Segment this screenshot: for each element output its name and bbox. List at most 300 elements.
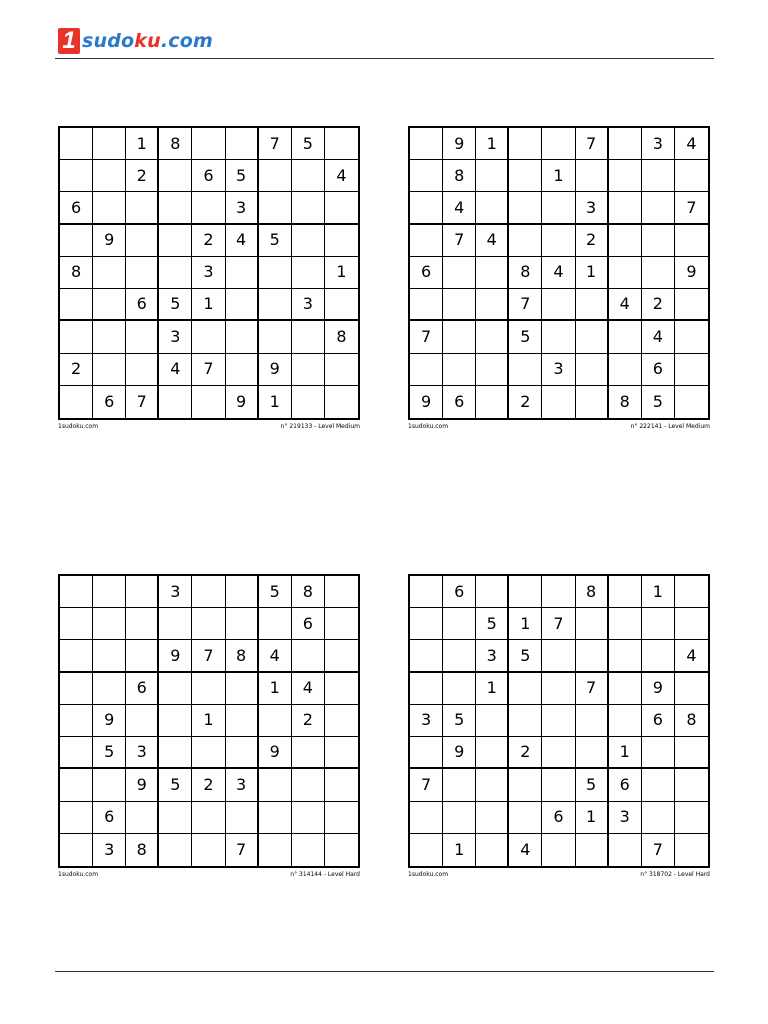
sudoku-cell — [259, 705, 292, 737]
sudoku-cell: 1 — [476, 128, 509, 160]
sudoku-cell — [542, 769, 575, 801]
sudoku-cell — [259, 608, 292, 640]
sudoku-cell — [226, 289, 259, 321]
sudoku-cell: 8 — [609, 386, 642, 418]
sudoku-cell: 9 — [675, 257, 708, 289]
sudoku-cell — [325, 354, 358, 386]
sudoku-cell: 3 — [93, 834, 126, 866]
sudoku-cell — [226, 673, 259, 705]
sudoku-cell: 1 — [609, 737, 642, 769]
sudoku-cell: 5 — [443, 705, 476, 737]
sudoku-cell — [443, 354, 476, 386]
sudoku-cell: 7 — [509, 289, 542, 321]
sudoku-cell: 7 — [226, 834, 259, 866]
sudoku-cell — [443, 673, 476, 705]
sudoku-cell — [126, 640, 159, 672]
logo-text — [82, 30, 213, 52]
sudoku-cell — [509, 673, 542, 705]
sudoku-cell: 7 — [642, 834, 675, 866]
sudoku-cell — [609, 834, 642, 866]
sudoku-cell — [410, 576, 443, 608]
sudoku-puzzle-4 — [408, 574, 708, 878]
sudoku-cell: 9 — [93, 705, 126, 737]
sudoku-cell: 6 — [642, 705, 675, 737]
sudoku-cell — [192, 192, 225, 224]
sudoku-cell: 3 — [192, 257, 225, 289]
sudoku-cell: 5 — [93, 737, 126, 769]
sudoku-cell — [576, 608, 609, 640]
sudoku-cell — [542, 225, 575, 257]
sudoku-cell: 5 — [509, 321, 542, 353]
sudoku-cell — [325, 802, 358, 834]
sudoku-cell: 6 — [443, 386, 476, 418]
sudoku-puzzle-3 — [58, 574, 358, 878]
sudoku-cell — [292, 834, 325, 866]
sudoku-cell — [159, 192, 192, 224]
sudoku-cell: 8 — [509, 257, 542, 289]
sudoku-cell — [159, 737, 192, 769]
sudoku-cell — [126, 225, 159, 257]
sudoku-cell: 1 — [476, 673, 509, 705]
logo-text-highlight: ku — [134, 30, 161, 52]
sudoku-cell — [226, 321, 259, 353]
sudoku-cell — [476, 192, 509, 224]
sudoku-cell: 7 — [675, 192, 708, 224]
sudoku-cell: 3 — [642, 128, 675, 160]
sudoku-cell — [192, 608, 225, 640]
sudoku-cell — [325, 225, 358, 257]
sudoku-cell: 4 — [476, 225, 509, 257]
sudoku-cell — [159, 257, 192, 289]
sudoku-cell: 7 — [192, 354, 225, 386]
sudoku-cell — [325, 128, 358, 160]
sudoku-cell — [325, 608, 358, 640]
sudoku-cell — [60, 769, 93, 801]
sudoku-cell — [509, 802, 542, 834]
sudoku-cell: 6 — [609, 769, 642, 801]
sudoku-cell — [126, 321, 159, 353]
sudoku-cell — [60, 128, 93, 160]
sudoku-cell: 1 — [576, 802, 609, 834]
puzzle-label: n° 314144 - Level Hard — [290, 871, 360, 878]
sudoku-cell — [292, 802, 325, 834]
sudoku-cell — [93, 576, 126, 608]
sudoku-cell — [159, 705, 192, 737]
sudoku-cell: 3 — [576, 192, 609, 224]
sudoku-cell: 3 — [476, 640, 509, 672]
sudoku-cell — [410, 354, 443, 386]
sudoku-cell — [509, 225, 542, 257]
sudoku-cell: 4 — [509, 834, 542, 866]
sudoku-cell — [542, 321, 575, 353]
sudoku-cell — [93, 289, 126, 321]
sudoku-cell — [192, 802, 225, 834]
sudoku-cell: 9 — [642, 673, 675, 705]
footer-divider — [55, 971, 714, 972]
sudoku-cell — [410, 640, 443, 672]
sudoku-cell — [576, 289, 609, 321]
sudoku-grid — [408, 574, 710, 868]
sudoku-cell — [675, 289, 708, 321]
sudoku-cell: 9 — [259, 354, 292, 386]
sudoku-cell — [443, 608, 476, 640]
sudoku-cell — [476, 705, 509, 737]
sudoku-cell — [126, 354, 159, 386]
sudoku-cell — [542, 576, 575, 608]
sudoku-cell — [226, 257, 259, 289]
sudoku-cell: 5 — [642, 386, 675, 418]
sudoku-cell — [642, 737, 675, 769]
sudoku-cell — [159, 386, 192, 418]
sudoku-cell: 4 — [675, 128, 708, 160]
sudoku-cell — [259, 160, 292, 192]
sudoku-cell — [509, 192, 542, 224]
logo-mark: 1 — [58, 28, 80, 54]
sudoku-cell: 5 — [476, 608, 509, 640]
sudoku-cell: 7 — [192, 640, 225, 672]
sudoku-cell — [292, 737, 325, 769]
sudoku-cell: 3 — [226, 769, 259, 801]
sudoku-cell — [410, 608, 443, 640]
sudoku-cell: 4 — [443, 192, 476, 224]
sudoku-cell — [609, 192, 642, 224]
sudoku-cell — [226, 802, 259, 834]
sudoku-cell — [675, 160, 708, 192]
sudoku-cell: 2 — [509, 386, 542, 418]
sudoku-cell — [259, 321, 292, 353]
sudoku-cell — [93, 769, 126, 801]
sudoku-cell — [542, 192, 575, 224]
sudoku-cell — [476, 289, 509, 321]
sudoku-cell: 9 — [443, 737, 476, 769]
sudoku-cell — [410, 737, 443, 769]
sudoku-cell — [126, 608, 159, 640]
sudoku-cell — [609, 160, 642, 192]
sudoku-cell — [410, 192, 443, 224]
sudoku-cell — [509, 128, 542, 160]
sudoku-cell — [476, 834, 509, 866]
sudoku-cell — [259, 289, 292, 321]
sudoku-cell — [259, 834, 292, 866]
sudoku-cell: 2 — [292, 705, 325, 737]
sudoku-cell — [609, 640, 642, 672]
sudoku-cell — [609, 673, 642, 705]
puzzle-site: 1sudoku.com — [408, 423, 449, 430]
sudoku-cell: 4 — [259, 640, 292, 672]
sudoku-cell: 4 — [542, 257, 575, 289]
sudoku-cell: 6 — [443, 576, 476, 608]
sudoku-cell: 6 — [292, 608, 325, 640]
sudoku-cell — [325, 192, 358, 224]
sudoku-cell — [292, 386, 325, 418]
sudoku-cell: 1 — [542, 160, 575, 192]
sudoku-cell — [60, 834, 93, 866]
sudoku-cell — [675, 673, 708, 705]
sudoku-cell — [325, 705, 358, 737]
logo-text-domain: .com — [160, 30, 213, 52]
sudoku-cell — [476, 257, 509, 289]
sudoku-cell: 6 — [126, 673, 159, 705]
sudoku-cell — [292, 257, 325, 289]
sudoku-cell: 4 — [609, 289, 642, 321]
sudoku-cell — [443, 321, 476, 353]
sudoku-cell: 1 — [325, 257, 358, 289]
sudoku-cell — [542, 705, 575, 737]
sudoku-cell — [325, 640, 358, 672]
sudoku-cell — [259, 769, 292, 801]
sudoku-cell — [60, 737, 93, 769]
sudoku-cell: 5 — [292, 128, 325, 160]
sudoku-cell — [576, 354, 609, 386]
sudoku-cell — [93, 192, 126, 224]
sudoku-cell — [476, 802, 509, 834]
sudoku-cell — [93, 354, 126, 386]
sudoku-cell — [609, 705, 642, 737]
sudoku-cell: 2 — [192, 225, 225, 257]
sudoku-cell — [60, 705, 93, 737]
site-logo[interactable] — [58, 26, 213, 56]
sudoku-cell — [443, 640, 476, 672]
sudoku-cell: 6 — [93, 386, 126, 418]
sudoku-cell — [192, 128, 225, 160]
sudoku-cell: 9 — [226, 386, 259, 418]
sudoku-cell — [443, 769, 476, 801]
sudoku-cell: 1 — [259, 386, 292, 418]
sudoku-cell — [60, 289, 93, 321]
sudoku-cell: 4 — [159, 354, 192, 386]
sudoku-cell: 9 — [410, 386, 443, 418]
sudoku-cell — [542, 386, 575, 418]
puzzle-caption — [408, 871, 710, 878]
header-divider — [55, 58, 714, 59]
sudoku-cell: 3 — [226, 192, 259, 224]
sudoku-cell: 2 — [509, 737, 542, 769]
sudoku-cell: 1 — [576, 257, 609, 289]
sudoku-cell — [542, 640, 575, 672]
sudoku-cell: 2 — [126, 160, 159, 192]
sudoku-cell — [126, 257, 159, 289]
sudoku-cell — [292, 769, 325, 801]
sudoku-cell — [542, 289, 575, 321]
sudoku-cell — [126, 576, 159, 608]
sudoku-cell: 3 — [542, 354, 575, 386]
sudoku-cell — [609, 225, 642, 257]
sudoku-cell: 5 — [226, 160, 259, 192]
sudoku-cell — [642, 640, 675, 672]
sudoku-grid — [408, 126, 710, 420]
sudoku-cell: 4 — [642, 321, 675, 353]
sudoku-cell: 1 — [192, 705, 225, 737]
sudoku-cell — [60, 673, 93, 705]
sudoku-cell — [476, 160, 509, 192]
sudoku-cell — [675, 737, 708, 769]
sudoku-cell — [325, 769, 358, 801]
sudoku-cell — [325, 834, 358, 866]
puzzle-caption — [58, 871, 360, 878]
sudoku-cell: 6 — [192, 160, 225, 192]
sudoku-cell: 4 — [325, 160, 358, 192]
puzzle-label: n° 222141 - Level Medium — [630, 423, 710, 430]
sudoku-cell — [642, 608, 675, 640]
sudoku-cell — [159, 608, 192, 640]
sudoku-cell: 3 — [292, 289, 325, 321]
sudoku-cell — [93, 257, 126, 289]
sudoku-cell — [410, 225, 443, 257]
sudoku-cell — [410, 128, 443, 160]
sudoku-cell: 7 — [410, 769, 443, 801]
sudoku-cell — [60, 321, 93, 353]
sudoku-cell — [443, 802, 476, 834]
sudoku-cell: 4 — [292, 673, 325, 705]
sudoku-cell: 6 — [542, 802, 575, 834]
sudoku-cell: 7 — [576, 128, 609, 160]
sudoku-cell: 3 — [159, 321, 192, 353]
sudoku-cell — [609, 257, 642, 289]
sudoku-cell — [576, 705, 609, 737]
sudoku-cell — [325, 673, 358, 705]
puzzle-caption — [58, 423, 360, 430]
sudoku-cell — [675, 802, 708, 834]
sudoku-cell — [325, 576, 358, 608]
sudoku-cell: 7 — [126, 386, 159, 418]
sudoku-cell — [159, 225, 192, 257]
sudoku-cell — [642, 802, 675, 834]
sudoku-cell: 9 — [93, 225, 126, 257]
sudoku-cell — [159, 802, 192, 834]
sudoku-cell — [675, 608, 708, 640]
sudoku-cell — [192, 576, 225, 608]
sudoku-cell: 9 — [126, 769, 159, 801]
sudoku-cell — [609, 576, 642, 608]
sudoku-cell — [226, 354, 259, 386]
sudoku-cell — [576, 834, 609, 866]
sudoku-cell: 8 — [60, 257, 93, 289]
sudoku-cell: 5 — [509, 640, 542, 672]
sudoku-cell — [93, 673, 126, 705]
sudoku-cell: 1 — [443, 834, 476, 866]
sudoku-cell: 7 — [410, 321, 443, 353]
sudoku-cell — [292, 354, 325, 386]
sudoku-cell — [675, 225, 708, 257]
sudoku-cell — [443, 257, 476, 289]
sudoku-cell — [159, 160, 192, 192]
sudoku-cell — [576, 386, 609, 418]
sudoku-cell — [509, 354, 542, 386]
sudoku-cell — [292, 640, 325, 672]
sudoku-cell — [476, 354, 509, 386]
logo-text-part: sudo — [82, 30, 135, 52]
sudoku-cell — [159, 834, 192, 866]
sudoku-cell — [192, 386, 225, 418]
sudoku-cell: 2 — [576, 225, 609, 257]
sudoku-cell — [226, 576, 259, 608]
sudoku-cell: 8 — [675, 705, 708, 737]
sudoku-cell: 1 — [192, 289, 225, 321]
sudoku-cell: 6 — [410, 257, 443, 289]
sudoku-cell — [192, 737, 225, 769]
sudoku-cell: 3 — [126, 737, 159, 769]
sudoku-cell — [93, 160, 126, 192]
sudoku-cell — [410, 160, 443, 192]
sudoku-cell — [292, 192, 325, 224]
sudoku-grid — [58, 574, 360, 868]
sudoku-cell: 8 — [126, 834, 159, 866]
sudoku-cell: 3 — [410, 705, 443, 737]
sudoku-cell — [542, 834, 575, 866]
puzzle-site: 1sudoku.com — [408, 871, 449, 878]
sudoku-cell — [509, 576, 542, 608]
sudoku-cell: 7 — [259, 128, 292, 160]
sudoku-cell — [576, 640, 609, 672]
sudoku-cell — [642, 769, 675, 801]
sudoku-cell — [60, 386, 93, 418]
sudoku-cell — [93, 640, 126, 672]
sudoku-cell — [259, 257, 292, 289]
sudoku-cell — [410, 802, 443, 834]
sudoku-cell: 1 — [509, 608, 542, 640]
sudoku-cell: 8 — [292, 576, 325, 608]
sudoku-cell — [126, 705, 159, 737]
sudoku-cell — [126, 802, 159, 834]
sudoku-cell — [292, 321, 325, 353]
sudoku-cell: 1 — [259, 673, 292, 705]
sudoku-cell — [292, 160, 325, 192]
sudoku-cell: 8 — [576, 576, 609, 608]
sudoku-cell: 2 — [642, 289, 675, 321]
sudoku-cell: 5 — [259, 576, 292, 608]
sudoku-cell — [476, 737, 509, 769]
sudoku-cell — [675, 386, 708, 418]
sudoku-cell — [93, 321, 126, 353]
sudoku-cell — [226, 737, 259, 769]
sudoku-cell — [325, 386, 358, 418]
sudoku-cell — [642, 225, 675, 257]
sudoku-cell: 1 — [642, 576, 675, 608]
sudoku-cell — [259, 192, 292, 224]
sudoku-cell: 6 — [126, 289, 159, 321]
sudoku-cell — [609, 128, 642, 160]
sudoku-cell — [93, 608, 126, 640]
sudoku-cell: 9 — [443, 128, 476, 160]
sudoku-cell — [126, 192, 159, 224]
sudoku-cell: 7 — [542, 608, 575, 640]
sudoku-cell — [60, 225, 93, 257]
sudoku-cell — [226, 705, 259, 737]
sudoku-cell — [259, 802, 292, 834]
puzzle-site: 1sudoku.com — [58, 871, 99, 878]
sudoku-cell — [509, 705, 542, 737]
sudoku-cell — [476, 769, 509, 801]
sudoku-cell — [60, 576, 93, 608]
sudoku-cell — [60, 608, 93, 640]
sudoku-cell: 5 — [259, 225, 292, 257]
sudoku-cell — [60, 802, 93, 834]
sudoku-cell — [60, 640, 93, 672]
sudoku-cell — [476, 576, 509, 608]
sudoku-cell — [192, 321, 225, 353]
sudoku-cell: 4 — [675, 640, 708, 672]
sudoku-cell — [443, 289, 476, 321]
sudoku-cell — [509, 160, 542, 192]
sudoku-cell — [159, 673, 192, 705]
sudoku-cell — [292, 225, 325, 257]
sudoku-cell: 4 — [226, 225, 259, 257]
sudoku-cell: 8 — [226, 640, 259, 672]
sudoku-cell — [226, 128, 259, 160]
sudoku-cell — [542, 128, 575, 160]
sudoku-cell: 7 — [443, 225, 476, 257]
puzzle-caption — [408, 423, 710, 430]
